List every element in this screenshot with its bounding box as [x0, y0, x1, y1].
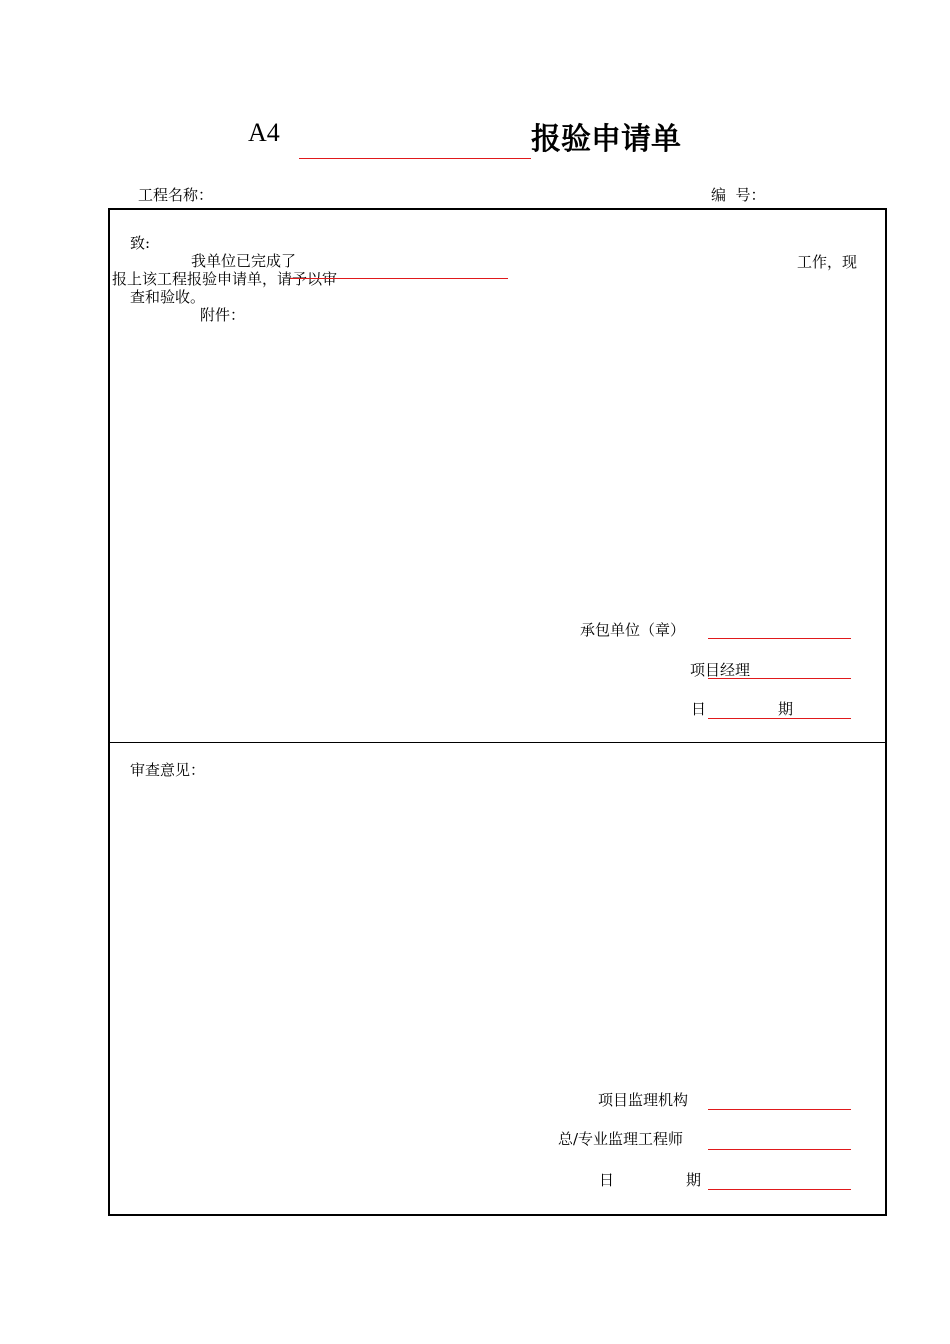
number-label: 编 号： — [711, 186, 766, 204]
project-name-label: 工程名称： — [138, 186, 214, 204]
request-text: 报上该工程报验申请单，请予以审 — [112, 270, 338, 288]
attachment-label: 附件： — [200, 306, 246, 324]
project-manager-label: 项目经理 — [690, 661, 751, 679]
page-title: 报验申请单 — [531, 122, 681, 157]
supervising-engineer-label: 总/专业监理工程师 — [558, 1130, 684, 1148]
review-date-line[interactable] — [708, 1189, 851, 1190]
form-code: A4 — [248, 118, 280, 147]
work-item-underline[interactable] — [290, 278, 508, 279]
completed-text: 我单位已完成了 — [191, 252, 297, 270]
inspect-text: 查和验收。 — [130, 288, 206, 306]
form-border — [108, 208, 887, 1216]
contractor-signature-line[interactable] — [708, 638, 851, 639]
review-opinion-label: 审查意见： — [130, 761, 206, 779]
section-divider — [108, 742, 887, 743]
supervision-org-label: 项目监理机构 — [598, 1091, 689, 1109]
submission-date-line[interactable] — [708, 718, 851, 719]
supervision-org-signature-line[interactable] — [708, 1109, 851, 1110]
contractor-label: 承包单位（章） — [580, 621, 686, 639]
supervising-engineer-signature-line[interactable] — [708, 1149, 851, 1150]
review-date-label-period: 期 — [686, 1171, 702, 1189]
title-blank-underline[interactable] — [299, 158, 531, 159]
date-label-day: 日 — [691, 700, 707, 718]
to-label: 致: — [130, 234, 151, 252]
date-label-period: 期 — [778, 700, 794, 718]
review-date-label-day: 日 — [599, 1171, 615, 1189]
project-manager-signature-line[interactable] — [708, 678, 851, 679]
work-now-text: 工作，现 — [797, 253, 858, 271]
